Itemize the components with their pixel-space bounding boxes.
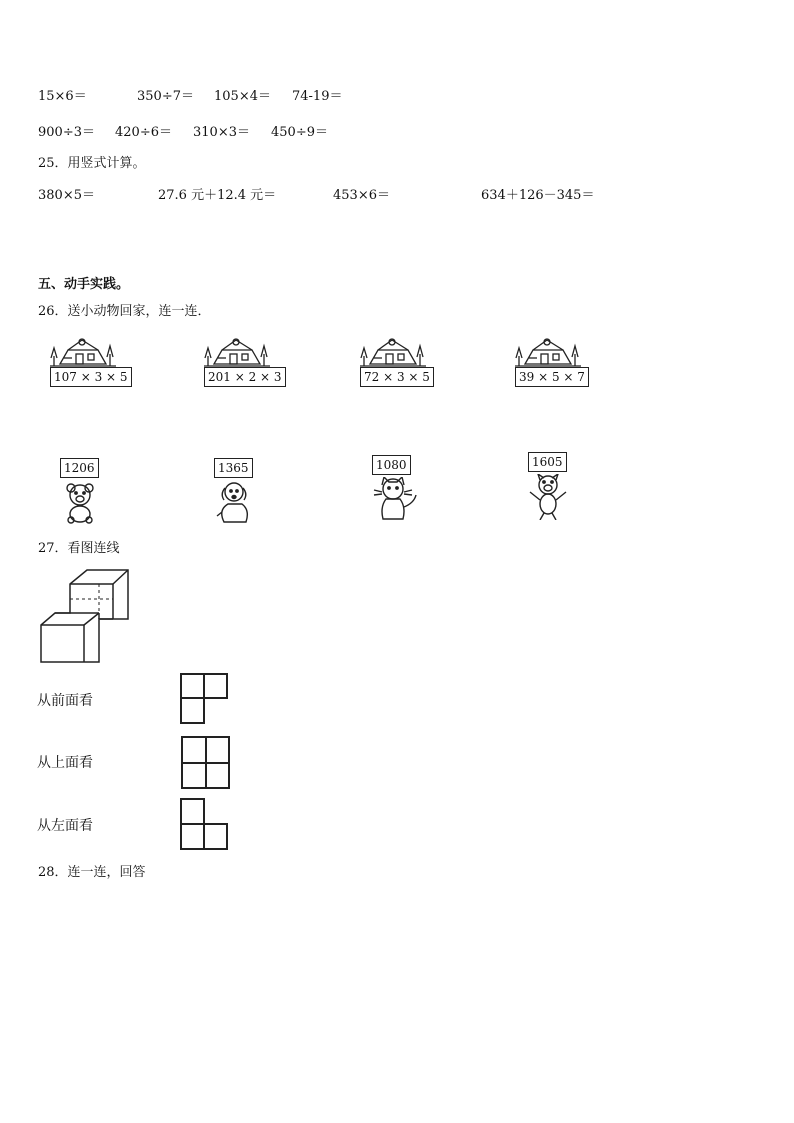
animal-card bbox=[526, 452, 576, 522]
vertical-calc-item: 453×6＝ bbox=[333, 188, 390, 203]
house bbox=[511, 334, 583, 396]
house-expression: 201 × 2 × 3 bbox=[204, 367, 286, 387]
pig-icon bbox=[526, 474, 570, 520]
question-27-title: 27．看图连线 bbox=[38, 541, 120, 556]
vertical-calc-item: 380×5＝ bbox=[38, 188, 95, 203]
cube-solid-figure bbox=[40, 569, 130, 665]
animal-number: 1365 bbox=[214, 458, 253, 478]
oral-item: 450÷9＝ bbox=[271, 125, 328, 140]
view-shape-left bbox=[180, 798, 230, 851]
house bbox=[46, 334, 128, 396]
oral-item: 900÷3＝ bbox=[38, 125, 95, 140]
view-label-top: 从上面看 bbox=[37, 755, 93, 771]
house-expression: 72 × 3 × 5 bbox=[360, 367, 434, 387]
view-shape-top bbox=[180, 736, 232, 790]
section-heading: 五、动手实践。 bbox=[38, 277, 130, 292]
vertical-calc-item: 634＋126－345＝ bbox=[481, 188, 595, 203]
oral-item: 350÷7＝ bbox=[137, 89, 194, 104]
house-expression: 39 × 5 × 7 bbox=[515, 367, 589, 387]
oral-item: 74-19＝ bbox=[292, 89, 343, 104]
oral-item: 15×6＝ bbox=[38, 89, 87, 104]
bear-icon bbox=[58, 480, 102, 524]
question-26-title: 26．送小动物回家，连一连． bbox=[38, 304, 211, 319]
dog-icon bbox=[212, 480, 256, 524]
view-shape-front bbox=[180, 673, 230, 725]
oral-item: 105×4＝ bbox=[214, 89, 271, 104]
animal-number: 1605 bbox=[528, 452, 567, 472]
view-label-left: 从左面看 bbox=[37, 818, 93, 834]
house bbox=[200, 334, 282, 396]
house-expression: 107 × 3 × 5 bbox=[50, 367, 132, 387]
question-25-title: 25．用竖式计算。 bbox=[38, 156, 146, 171]
animal-number: 1206 bbox=[60, 458, 99, 478]
animal-card bbox=[370, 455, 420, 525]
oral-item: 420÷6＝ bbox=[115, 125, 172, 140]
oral-item: 310×3＝ bbox=[193, 125, 250, 140]
animal-card bbox=[58, 458, 108, 528]
vertical-calc-item: 27.6 元＋12.4 元＝ bbox=[158, 188, 277, 203]
animal-number: 1080 bbox=[372, 455, 411, 475]
question-28-title: 28．连一连，回答 bbox=[38, 865, 146, 880]
house bbox=[356, 334, 428, 396]
animal-card bbox=[212, 458, 262, 528]
view-label-front: 从前面看 bbox=[37, 693, 93, 709]
cat-icon bbox=[370, 477, 420, 521]
